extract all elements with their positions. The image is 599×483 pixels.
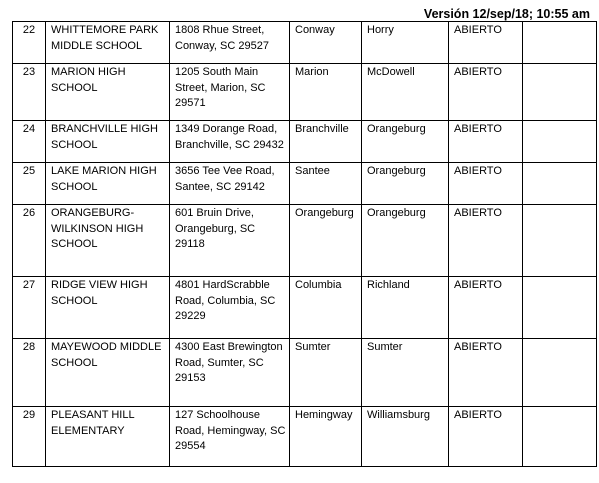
row-number: 23 — [13, 64, 46, 121]
school-address: 3656 Tee Vee Road, Santee, SC 29142 — [170, 163, 290, 205]
status: ABIERTO — [449, 121, 523, 163]
county: Sumter — [362, 339, 449, 407]
county: Williamsburg — [362, 407, 449, 467]
school-address: 4300 East Brewington Road, Sumter, SC 29153 — [170, 339, 290, 407]
table-row — [13, 407, 597, 467]
city: Marion — [290, 64, 362, 121]
extra-cell — [523, 121, 597, 163]
school-address: 1808 Rhue Street, Conway, SC 29527 — [170, 22, 290, 64]
extra-cell — [523, 277, 597, 339]
status: ABIERTO — [449, 407, 523, 467]
county: Richland — [362, 277, 449, 339]
status: ABIERTO — [449, 64, 523, 121]
extra-cell — [523, 339, 597, 407]
row-number: 27 — [13, 277, 46, 339]
school-address: 601 Bruin Drive, Orangeburg, SC 29118 — [170, 205, 290, 277]
table-row — [13, 121, 597, 163]
extra-cell — [523, 407, 597, 467]
school-name: MAYEWOOD MIDDLE SCHOOL — [46, 339, 170, 407]
status: ABIERTO — [449, 163, 523, 205]
city: Conway — [290, 22, 362, 64]
school-name: LAKE MARION HIGH SCHOOL — [46, 163, 170, 205]
school-address: 4801 HardScrabble Road, Columbia, SC 29229 — [170, 277, 290, 339]
school-name: MARION HIGH SCHOOL — [46, 64, 170, 121]
extra-cell — [523, 22, 597, 64]
row-number: 22 — [13, 22, 46, 64]
table-row — [13, 277, 597, 339]
school-name: PLEASANT HILL ELEMENTARY — [46, 407, 170, 467]
city: Orangeburg — [290, 205, 362, 277]
version-stamp: Versión 12/sep/18; 10:55 am — [423, 7, 590, 21]
extra-cell — [523, 64, 597, 121]
county: McDowell — [362, 64, 449, 121]
row-number: 24 — [13, 121, 46, 163]
table-row — [13, 64, 597, 121]
school-address: 1349 Dorange Road, Branchville, SC 29432 — [170, 121, 290, 163]
school-name: ORANGEBURG-WILKINSON HIGH SCHOOL — [46, 205, 170, 277]
county: Orangeburg — [362, 121, 449, 163]
row-number: 25 — [13, 163, 46, 205]
status: ABIERTO — [449, 277, 523, 339]
school-name: WHITTEMORE PARK MIDDLE SCHOOL — [46, 22, 170, 64]
county: Orangeburg — [362, 163, 449, 205]
extra-cell — [523, 163, 597, 205]
school-address: 127 Schoolhouse Road, Hemingway, SC 29554 — [170, 407, 290, 467]
school-name: BRANCHVILLE HIGH SCHOOL — [46, 121, 170, 163]
table-row — [13, 163, 597, 205]
status: ABIERTO — [449, 22, 523, 64]
school-address: 1205 South Main Street, Marion, SC 29571 — [170, 64, 290, 121]
county: Orangeburg — [362, 205, 449, 277]
row-number: 26 — [13, 205, 46, 277]
status: ABIERTO — [449, 205, 523, 277]
city: Santee — [290, 163, 362, 205]
city: Columbia — [290, 277, 362, 339]
shelter-table — [12, 21, 597, 467]
table-row — [13, 339, 597, 407]
city: Hemingway — [290, 407, 362, 467]
city: Branchville — [290, 121, 362, 163]
extra-cell — [523, 205, 597, 277]
county: Horry — [362, 22, 449, 64]
city: Sumter — [290, 339, 362, 407]
row-number: 28 — [13, 339, 46, 407]
row-number: 29 — [13, 407, 46, 467]
school-name: RIDGE VIEW HIGH SCHOOL — [46, 277, 170, 339]
table-row — [13, 22, 597, 64]
table-row — [13, 205, 597, 277]
status: ABIERTO — [449, 339, 523, 407]
